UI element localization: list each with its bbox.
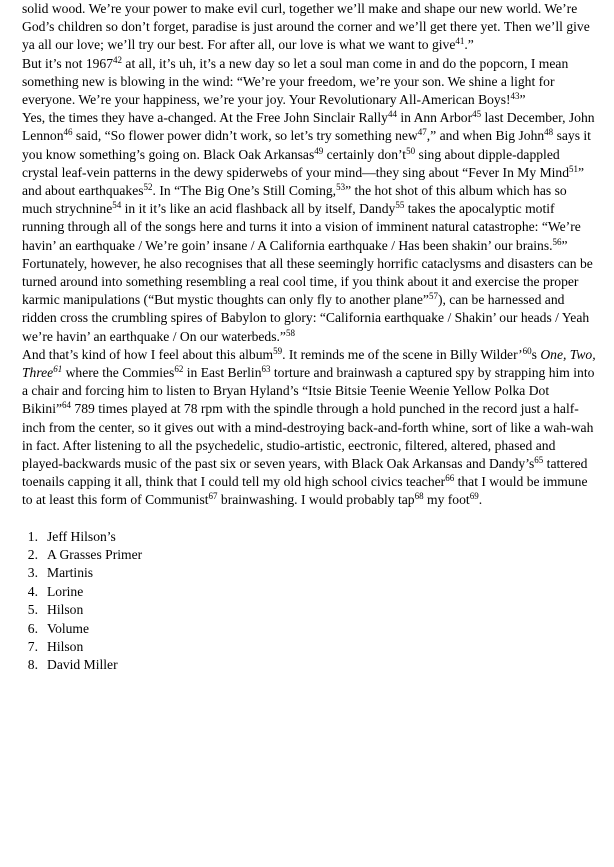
footnote-ref: 41 <box>455 36 465 47</box>
paragraph-text: said, “So flower power didn’t work, so let’s try something new <box>72 128 418 144</box>
paragraph-text: where the Commies <box>62 365 175 381</box>
paragraph-text: ” <box>519 92 526 108</box>
footnote-item <box>22 528 598 546</box>
paragraph-text: . <box>478 492 483 508</box>
paragraph-text: sing about dipple-dappled crystal leaf-vein patterns in the dewy spiderwebs of your mind—they sing about “Fever In My Mind <box>22 146 570 180</box>
paragraph-text: ” and about earthquakes <box>22 164 585 199</box>
footnote-text: Volume <box>47 620 90 636</box>
footnote-ref: 45 <box>472 109 482 120</box>
footnote-ref: 65 <box>534 455 544 466</box>
footnote-text: A Grasses Primer <box>47 547 143 563</box>
paragraph-text: ), can be harnessed and ridden cross the crumbling spires of Babylon to glory: “California earthquake / Shakin’ our heads / Yeah we’re havin’ an earthquake / On our waterbeds.” <box>22 292 590 344</box>
footnote-ref: 48 <box>544 127 554 138</box>
footnote-item <box>22 564 598 582</box>
footnote-ref: 60 <box>522 345 532 356</box>
footnote-ref: 57 <box>428 291 438 302</box>
paragraph-text: certainly don’t <box>323 146 407 162</box>
footnote-number: 3. <box>27 565 38 581</box>
footnote-ref: 64 <box>62 400 72 411</box>
footnote-text: Hilson <box>47 602 84 618</box>
footnote-ref: 67 <box>208 491 218 502</box>
paragraph-text: .” <box>464 37 474 53</box>
footnote-list <box>22 528 598 675</box>
footnote-number: 5. <box>27 602 38 618</box>
footnote-number: 1. <box>27 528 38 544</box>
paragraph-text: takes the apocalyptic motif running through all of the songs here and turns it into a vision of imminent natural catastrophe: “We’re havin’ an earthquake / We’re goin’ insane / A California earthquake / Has been shakin’ our brains. <box>22 201 581 253</box>
footnote-item <box>22 546 598 564</box>
paragraph-text: last December, John Lennon <box>22 110 595 144</box>
footnote-ref: 62 <box>174 364 184 375</box>
paragraph-text: Yes, the times they have a-changed. At the Free John Sinclair Rally <box>22 110 388 126</box>
footnote-number: 8. <box>27 657 38 673</box>
document-page <box>22 0 598 675</box>
paragraph-text: says it you know something’s going on. Black Oak Arkansas <box>22 128 591 162</box>
paragraph <box>22 0 598 55</box>
footnote-ref: 69 <box>469 491 479 502</box>
footnote-ref: 66 <box>445 473 455 484</box>
footnote-number: 6. <box>27 620 38 636</box>
paragraph-text: solid wood. We’re your power to make evil curl, together we’ll make and shape our new world. We’re God’s children so don’t forget, paradise is just around the corner and we’ll get there yet. Then we’ll give ya all our love; we’ll try our best. For after all, our love is what we want to give <box>22 1 590 53</box>
footnote-ref: 58 <box>285 327 295 338</box>
footnote-number: 2. <box>27 547 38 563</box>
footnote-ref: 51 <box>569 163 579 174</box>
paragraph-text: tattered toenails capping it all, think that I could tell my old high school civics teacher <box>22 456 588 490</box>
footnote-ref: 49 <box>314 145 324 156</box>
footnote-ref: 59 <box>273 345 283 356</box>
footnote-ref: 56 <box>552 236 562 247</box>
footnote-number: 4. <box>27 583 38 599</box>
paragraph-text: And that’s kind of how I feel about this album <box>22 346 274 362</box>
footnote-ref: 44 <box>387 109 397 120</box>
paragraph-text: my foot <box>423 492 470 508</box>
footnote-number: 7. <box>27 639 38 655</box>
footnote-item <box>22 638 598 656</box>
paragraph-text: ,” and when Big John <box>426 128 545 144</box>
footnote-ref: 53 <box>336 182 346 193</box>
footnote-ref: 52 <box>143 182 153 193</box>
paragraph-text: s <box>531 346 541 362</box>
paragraph <box>22 109 598 346</box>
paragraph-text: in it it’s like an acid flashback all by itself, Dandy <box>121 201 396 217</box>
footnote-ref: 61 <box>53 364 63 375</box>
paragraph-text: in Ann Arbor <box>396 110 473 126</box>
paragraph-text: brainwashing. I would probably tap <box>217 492 415 508</box>
paragraph <box>22 346 598 510</box>
italic-title: One, Two, Three <box>22 346 596 381</box>
footnote-ref: 68 <box>414 491 424 502</box>
paragraph-text: at all, it’s uh, it’s a new day so let a soul man come in and do the popcorn, I mean something new is blowing in the wind: “We’re your freedom, we’re your son. We shine a light for everyone. We’re your happiness, we’re your joy. Your Revolutionary All-American Boys! <box>22 55 569 108</box>
footnote-ref: 50 <box>406 145 416 156</box>
paragraph-text: . In “The Big One’s Still Coming, <box>152 183 337 199</box>
paragraph-text: 789 times played at 78 rpm with the spindle through a hold punched in the record just a half-inch from the center, so it gives out with a mind-destroying back-and-forth whine, sort of like a wah-wah in fact. After listening to all the psychedelic, studio-artistic, eectronic, filtered, altered, phased and played-backwards music of the past six or seven years, with Black Oak Arkansas and Dandy’s <box>22 401 594 472</box>
footnote-item <box>22 601 598 619</box>
footnote-ref: 47 <box>417 127 427 138</box>
footnote-text: Hilson <box>47 639 84 655</box>
footnote-item <box>22 620 598 638</box>
paragraph <box>22 55 598 110</box>
footnote-text: Jeff Hilson’s <box>47 528 116 544</box>
footnote-ref: 63 <box>261 364 271 375</box>
paragraph-text: But it’s not 1967 <box>22 55 114 71</box>
paragraph-text: ” Fortunately, however, he also recognises that all these seemingly horrific cataclysms and disasters can be turned around into something resembling a real cool time, if you think about it and exercise the proper karmic manipulations (“But mystic thoughts can only fly to another plane” <box>22 237 593 308</box>
footnote-ref: 55 <box>395 200 405 211</box>
paragraph-text: in East Berlin <box>183 365 262 381</box>
paragraph-text: . It reminds me of the scene in Billy Wilder’ <box>282 346 523 362</box>
footnote-text: Lorine <box>47 583 84 599</box>
paragraph-text: that I would be immune to at least this form of Communist <box>22 474 588 508</box>
footnote-ref: 42 <box>113 54 123 65</box>
paragraph-text: ” the hot shot of this album which has so much strychnine <box>22 183 567 217</box>
footnote-ref: 46 <box>63 127 73 138</box>
footnote-ref: 43 <box>510 91 520 102</box>
paragraph-text: torture and brainwash a captured spy by strapping him into a chair and forcing him to listen to Bryan Hyland’s “Itsie Bitsie Teenie Weenie Yellow Polka Dot Bikini” <box>22 365 595 417</box>
footnote-ref: 54 <box>112 200 122 211</box>
footnote-item <box>22 583 598 601</box>
footnote-item <box>22 656 598 674</box>
footnote-text: Martinis <box>47 565 94 581</box>
footnote-text: David Miller <box>47 657 118 673</box>
